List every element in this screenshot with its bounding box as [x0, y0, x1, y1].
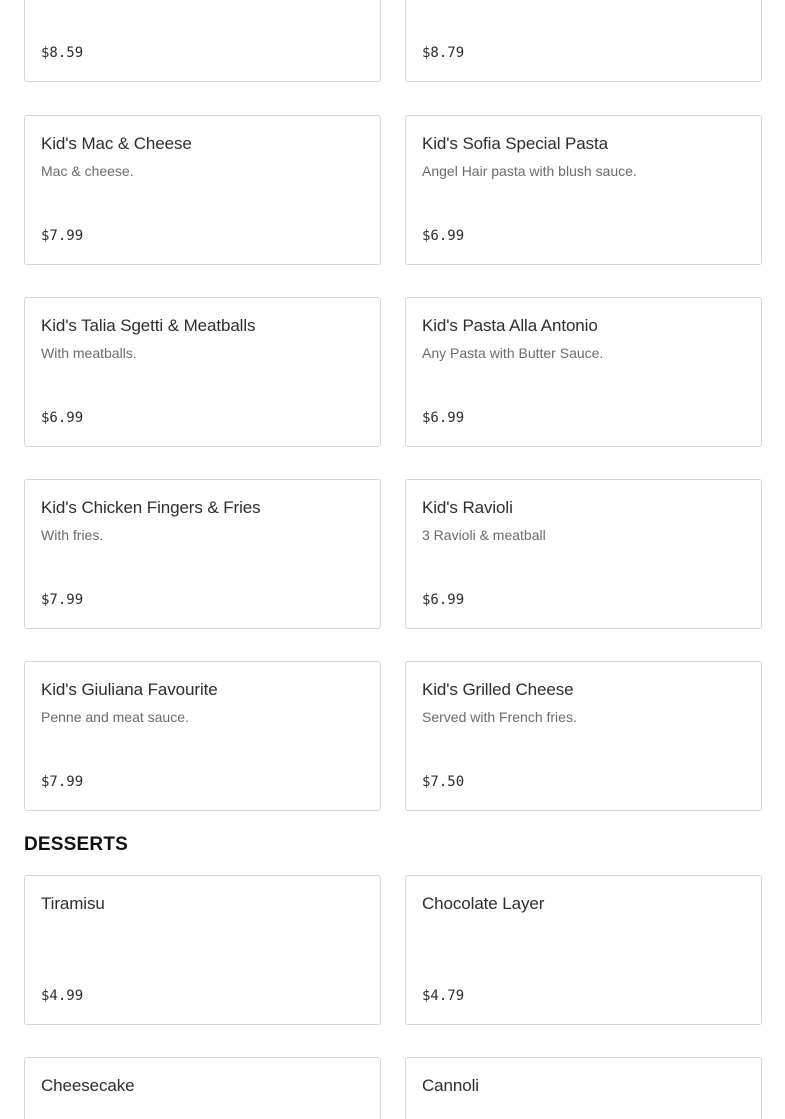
item-description: Penne and meat sauce.: [41, 709, 189, 725]
item-description: Angel Hair pasta with blush sauce.: [422, 163, 637, 179]
item-description: With meatballs.: [41, 345, 137, 361]
item-price: $6.99: [422, 410, 465, 426]
item-name: Kid's Pasta Alla Antonio: [422, 316, 598, 335]
item-price: $8.79: [422, 45, 465, 61]
item-price: $4.79: [422, 988, 465, 1004]
menu-item-card[interactable]: [405, 661, 762, 811]
item-name: Kid's Grilled Cheese: [422, 680, 574, 699]
menu-item-card[interactable]: [405, 1057, 762, 1119]
menu-item-card[interactable]: [24, 875, 381, 1025]
menu-item-card[interactable]: [24, 0, 381, 82]
menu-item-card[interactable]: [405, 875, 762, 1025]
item-description: Any Pasta with Butter Sauce.: [422, 345, 604, 361]
menu-item-card[interactable]: [24, 297, 381, 447]
item-price: $7.99: [41, 592, 84, 608]
item-name: Chocolate Layer: [422, 894, 545, 913]
menu-item-card[interactable]: [24, 479, 381, 629]
item-price: $8.59: [41, 45, 84, 61]
menu-item-card[interactable]: [405, 115, 762, 265]
item-price: $4.99: [41, 988, 84, 1004]
item-name: Kid's Mac & Cheese: [41, 134, 192, 153]
item-name: Kid's Sofia Special Pasta: [422, 134, 608, 153]
menu-item-card[interactable]: [24, 115, 381, 265]
menu-item-card[interactable]: [405, 479, 762, 629]
item-name: Kid's Giuliana Favourite: [41, 680, 218, 699]
menu-item-card[interactable]: [24, 661, 381, 811]
menu-item-card[interactable]: [405, 0, 762, 82]
item-name: Kid's Talia Sgetti & Meatballs: [41, 316, 256, 335]
item-price: $6.99: [422, 592, 465, 608]
menu-item-card[interactable]: [24, 1057, 381, 1119]
item-price: $7.99: [41, 774, 84, 790]
item-price: $7.50: [422, 774, 465, 790]
item-name: Kid's Chicken Fingers & Fries: [41, 498, 261, 517]
item-name: Cheesecake: [41, 1076, 135, 1095]
item-name: Tiramisu: [41, 894, 105, 913]
item-name: Kid's Ravioli: [422, 498, 513, 517]
item-description: Mac & cheese.: [41, 163, 134, 179]
section-title-desserts: DESSERTS: [24, 834, 129, 855]
item-price: $7.99: [41, 228, 84, 244]
item-price: $6.99: [41, 410, 84, 426]
item-name: Cannoli: [422, 1076, 479, 1095]
item-price: $6.99: [422, 228, 465, 244]
item-description: Served with French fries.: [422, 709, 577, 725]
item-description: With fries.: [41, 527, 104, 543]
menu-item-card[interactable]: [405, 297, 762, 447]
item-description: 3 Ravioli & meatball: [422, 527, 546, 543]
